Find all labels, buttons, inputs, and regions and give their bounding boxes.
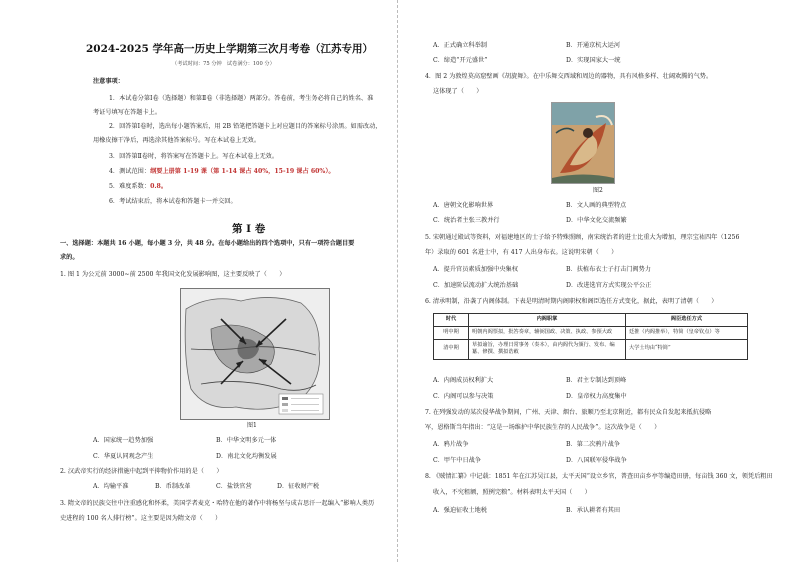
q1-option-d[interactable]: D．南北文化均衡发展: [216, 453, 277, 460]
table-cell-selection: 廷推（内阁推举），特简（皇帝钦点）等: [626, 326, 748, 339]
q4-stem-line1: 4．图 2 为敦煌莫高窟壁画《胡旋舞》。在中乐舞交西域和周边的器物，具有风格多样、壮阔欢腾的气势。: [425, 73, 713, 80]
q2-option-a[interactable]: A．均输平准: [93, 483, 129, 490]
q2-option-c[interactable]: C．盐铁官营: [216, 483, 252, 490]
q8-stem-line1: 8. 《贼情汇纂》中记载：1851 年在江苏吴江县，太平天国“设立乡官，普查田亩乡亭等编造田册，每亩钱 360 文，领凭后粗田: [425, 473, 773, 480]
q5-stem-line1: 5. 宋朝通过殿试等资料，对福建地区的士子给予特殊照顾，南宋统治者的进士比重大为增加，理宗宝祐四年（1256: [425, 234, 740, 241]
q3-option-d[interactable]: D．实现国家大一统: [566, 57, 621, 64]
q3-option-a[interactable]: A．正式确立科举制: [433, 42, 487, 49]
q3-option-c[interactable]: C．缔造“开元盛世”: [433, 57, 488, 64]
q7-option-c[interactable]: C．甲午中日战争: [433, 457, 482, 464]
section-instructions-1: 一、选择题：本题共 16 小题，每小题 3 分，共 48 分。在每小题给出的四个选项中，只有一项符合题目要: [60, 240, 355, 247]
q4-option-c[interactable]: C．统治者主张三教并行: [433, 217, 500, 224]
q5-option-c[interactable]: C．加速阶层流动扩大统治基础: [433, 282, 519, 289]
map-drawing: [181, 289, 329, 419]
table-header-duties: 内阁职掌: [469, 314, 626, 327]
note-4: [109, 167, 335, 177]
q6-table: [433, 313, 748, 360]
q6-stem: 6. 清承明制，沿袭了内阁体制。下表是明清时期内阁职权和阁臣选任方式变化，据此，表明了清朝（ ）: [425, 298, 718, 305]
q5-option-a[interactable]: A．提升官员素质加强中央集权: [433, 266, 518, 273]
table-header-selection: 阁臣选任方式: [626, 314, 748, 327]
q6-option-c[interactable]: C．内阁可以参与决策: [433, 393, 494, 400]
table-cell-duties: 明朝内阁票拟，批答奏章，辅弼国政、决策、执政、参预大政: [469, 326, 626, 339]
note-5-value: 0.8。: [150, 183, 168, 190]
q4-option-b[interactable]: B．文人画的典型特点: [566, 202, 627, 209]
page-title: 2024-2025 学年高一历史上学期第三次月考卷（江苏专用）: [86, 43, 373, 55]
table-row: [434, 326, 748, 339]
q4-option-d[interactable]: D．中华文化交流频繁: [566, 217, 627, 224]
section-instructions-2: 求的。: [60, 254, 79, 261]
table-header-row: [434, 314, 748, 327]
q7-option-d[interactable]: D．八国联军侵华战争: [566, 457, 627, 464]
q3-stem-line2: 史进程的 100 名人排行榜”。这主要是因为隋文帝（ ）: [60, 515, 222, 522]
q2-option-b[interactable]: B．币制改革: [155, 483, 191, 490]
table-cell-duties: 草拟谕旨，办理日常事务（奏本），由内阁代为颁行、发布、编纂、修撰、撰拟诰敕: [469, 339, 626, 360]
q8-option-b[interactable]: B．承认耕者有其田: [566, 507, 621, 514]
q1-stem: 1. 图 1 为公元前 3000~前 2500 年我国文化发展影响图，这主要反映了（ ）: [60, 271, 286, 278]
q1-option-a[interactable]: A．国家统一趋势加强: [93, 437, 154, 444]
q7-stem-line1: 7. 在列强发动的某次侵华战争期间，广州、天津、烟台、旅顺乃至北京附近，都有民众自发起来抵抗侵略: [425, 409, 712, 416]
q4-option-a[interactable]: A．唐朝文化影响世界: [433, 202, 494, 209]
q5-option-b[interactable]: B．扶植布衣士子打击门阀势力: [566, 266, 651, 273]
q4-stem-line2: 这体现了（ ）: [433, 88, 483, 95]
q2-option-d[interactable]: D．征收财产税: [277, 483, 320, 490]
q7-option-a[interactable]: A．鸦片战争: [433, 441, 469, 448]
mural-drawing: [552, 103, 614, 183]
section-title: 第 Ⅰ 卷: [232, 223, 266, 235]
q4-caption: 图2: [593, 187, 603, 194]
q3-option-b[interactable]: B．开通京杭大运河: [566, 42, 621, 49]
q5-option-d[interactable]: D．改进选官方式实现公平公正: [566, 282, 652, 289]
q7-stem-line2: 军，恩格斯当年指出：“这是一场维护中华民族生存的人民战争”。这次战争是（ ）: [425, 424, 661, 431]
q3-stem-line1: 3. 隋文帝的民族交往中注重感化和怀柔，美国学者麦克・哈特在他的著作中将杨坚与成吉思汗一起编入“影响人类历: [60, 500, 375, 507]
note-5: [109, 182, 167, 192]
q6-option-b[interactable]: B．君主专制达到顶峰: [566, 377, 627, 384]
note-4-scope: 纲要上册第 1-19 课（第 1-14 课占 40%，15-19 课占 60%）。: [150, 168, 335, 175]
note-5-label: 5．难度系数：: [109, 183, 151, 190]
q7-option-b[interactable]: B．第二次鸦片战争: [566, 441, 621, 448]
q2-stem: 2. 汉武帝实行的经济措施中起到平抑物价作用的是（ ）: [60, 468, 223, 475]
note-1a: 1．本试卷分第Ⅰ卷（选择题）和第Ⅱ卷（非选择题）两部分。答卷前，考生务必将自己的姓名、准: [109, 95, 374, 102]
q5-stem-line2: 年）录取的 601 名进士中，有 417 人出身布衣。这说明宋朝（ ）: [425, 249, 618, 256]
table-cell-selection: 大学士均由“特简”: [626, 339, 748, 360]
q8-option-a[interactable]: A．强迫征收土地税: [433, 507, 487, 514]
notes-heading: 注意事项：: [93, 78, 124, 85]
right-column: [397, 0, 794, 562]
q1-caption: 图1: [247, 422, 257, 429]
table-cell-era: 明中期: [434, 326, 469, 339]
note-4-label: 4．测试范围：: [109, 168, 151, 175]
q6-option-d[interactable]: D．皇帝权力高度集中: [566, 393, 627, 400]
q6-option-a[interactable]: A．内阁成员权利扩大: [433, 377, 494, 384]
table-header-era: 时代: [434, 314, 469, 327]
note-6: 6．考试结束后，将本试卷和答题卡一并交回。: [109, 198, 237, 205]
q1-option-b[interactable]: B．中华文明多元一体: [216, 437, 277, 444]
q1-option-c[interactable]: C．华夏认同观念产生: [93, 453, 154, 460]
mural-figure: [551, 102, 615, 184]
note-2b: 用橡皮擦干净后，再选涂其他答案标号。写在本试卷上无效。: [93, 137, 261, 144]
note-3: 3．回答第Ⅱ卷时，将答案写在答题卡上。写在本试卷上无效。: [109, 153, 279, 160]
exam-info: （考试时间：75 分钟 试卷满分：100 分）: [172, 61, 275, 67]
table-cell-era: 清中期: [434, 339, 469, 360]
note-2a: 2．回答第Ⅰ卷时，选出每小题答案后，用 2B 铅笔把答题卡上对应题目的答案标号涂黑。如需改动，: [109, 123, 382, 130]
culture-map-figure: [180, 288, 330, 420]
table-row: [434, 339, 748, 360]
q8-stem-line2: 收入，不究租额，照例完粮”。材料表明太平天国（ ）: [433, 489, 591, 496]
note-1b: 考证号填写在答题卡上。: [93, 109, 162, 116]
